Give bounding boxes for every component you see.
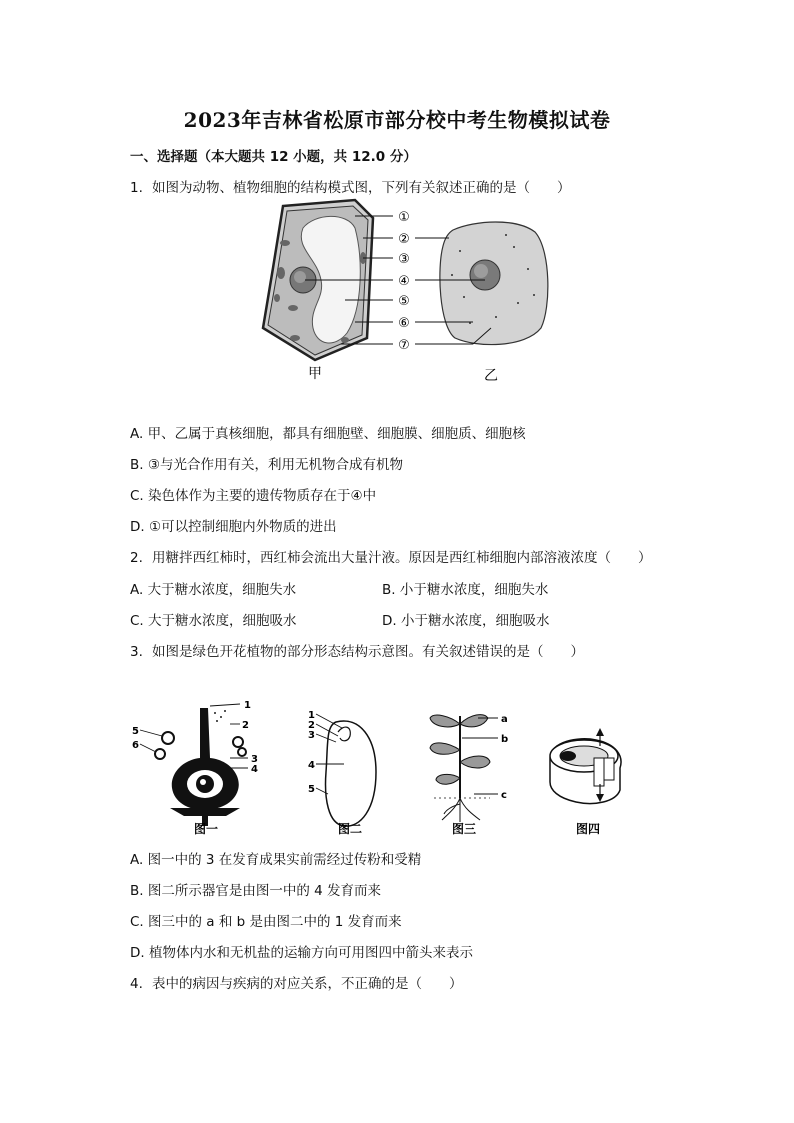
question-text: 如图是绿色开花植物的部分形态结构示意图。有关叙述错误的是（ ） (152, 644, 584, 660)
question-1-stem (130, 176, 571, 196)
chloroplast-shape (280, 240, 290, 246)
figure-3-seedling (430, 714, 508, 822)
label-3: ③ (398, 252, 410, 267)
q1-option-c[interactable]: C. 染色体作为主要的遗传物质存在于④中 (130, 488, 377, 504)
figure-2-seed (308, 710, 376, 826)
fig1-num-5: 5 (132, 726, 139, 737)
fig2-num-5: 5 (308, 784, 315, 795)
question-number: 1. (130, 180, 143, 196)
figure-1-flower (132, 700, 258, 826)
chloroplast-shape (277, 267, 285, 279)
q1-option-b[interactable]: B. ③与光合作用有关，利用无机物合成有机物 (130, 457, 403, 473)
q2-option-d[interactable]: D. 小于糖水浓度，细胞吸水 (382, 613, 550, 629)
fig1-num-6: 6 (132, 740, 139, 751)
fig3-letter-c: c (501, 790, 507, 801)
q1-option-d[interactable]: D. ①可以控制细胞内外物质的进出 (130, 519, 337, 535)
caption-fig2: 图二 (337, 822, 363, 836)
cell-diagram (255, 198, 555, 388)
label-6: ⑥ (398, 316, 410, 331)
chloroplast-shape (274, 294, 280, 302)
label-7: ⑦ (398, 338, 410, 353)
question-text: 表中的病因与疾病的对应关系，不正确的是（ ） (152, 976, 463, 992)
caption-fig4: 图四 (575, 822, 601, 836)
nucleolus-shape (294, 271, 306, 283)
fig2-num-2: 2 (308, 720, 315, 731)
section-heading: 一、选择题（本大题共 12 小题，共 12.0 分） (130, 149, 417, 165)
label-4: ④ (398, 274, 410, 289)
figure-label-yi: 乙 (484, 368, 498, 384)
question-number: 3. (130, 644, 143, 660)
q1-option-a[interactable]: A. 甲、乙属于真核细胞，都具有细胞壁、细胞膜、细胞质、细胞核 (130, 426, 526, 442)
chloroplast-shape (341, 337, 349, 343)
q3-option-a[interactable]: A. 图一中的 3 在发育成果实前需经过传粉和受精 (130, 852, 422, 868)
question-number: 2. (130, 550, 143, 566)
q2-option-a[interactable]: A. 大于糖水浓度，细胞失水 (130, 582, 297, 598)
question-4-stem (130, 972, 463, 992)
label-5: ⑤ (398, 294, 410, 309)
q2-option-b[interactable]: B. 小于糖水浓度，细胞失水 (382, 582, 549, 598)
fig1-num-1: 1 (244, 700, 251, 711)
label-1: ① (398, 210, 410, 225)
fig3-letter-a: a (501, 714, 508, 725)
page-title: 2023年吉林省松原市部分校中考生物模拟试卷 (183, 108, 611, 132)
caption-fig1: 图一 (193, 822, 219, 836)
chloroplast-shape (288, 305, 298, 311)
fig3-letter-b: b (501, 734, 509, 745)
nucleolus-shape (474, 264, 488, 278)
figure-label-jia: 甲 (308, 366, 322, 382)
q3-option-d[interactable]: D. 植物体内水和无机盐的运输方向可用图四中箭头来表示 (130, 945, 473, 961)
question-text: 如图为动物、植物细胞的结构模式图，下列有关叙述正确的是（ ） (152, 180, 571, 196)
question-2-stem (130, 546, 652, 566)
chloroplast-shape (290, 335, 300, 341)
label-2: ② (398, 232, 410, 247)
plant-structure-figures (130, 698, 650, 843)
question-text: 用糖拌西红柿时，西红柿会流出大量汁液。原因是西红柿细胞内部溶液浓度（ ） (152, 550, 652, 566)
q3-option-b[interactable]: B. 图二所示器官是由图一中的 4 发育而来 (130, 883, 382, 899)
fig1-num-3: 3 (251, 754, 258, 765)
figure-4-stem-section (550, 728, 621, 804)
fig2-num-3: 3 (308, 730, 315, 741)
fig1-num-4: 4 (251, 764, 258, 775)
q2-option-c[interactable]: C. 大于糖水浓度，细胞吸水 (130, 613, 297, 629)
fig2-num-1: 1 (308, 710, 315, 721)
question-number: 4. (130, 976, 143, 992)
fig2-num-4: 4 (308, 760, 315, 771)
caption-fig3: 图三 (451, 822, 477, 836)
question-3-stem (130, 640, 584, 660)
q3-option-c[interactable]: C. 图三中的 a 和 b 是由图二中的 1 发育而来 (130, 914, 402, 930)
fig1-num-2: 2 (242, 720, 249, 731)
